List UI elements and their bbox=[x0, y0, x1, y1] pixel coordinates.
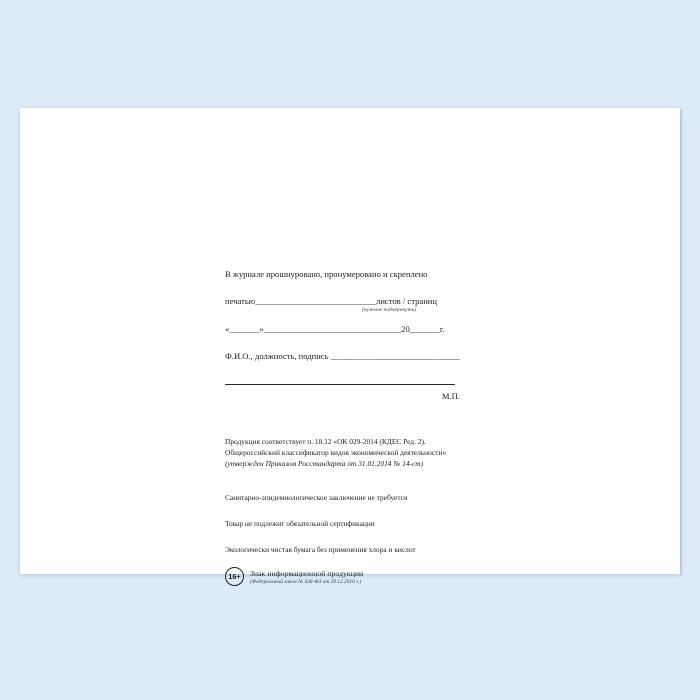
spacer bbox=[225, 503, 525, 518]
age-mark-law: (Федеральный закон № 436-ФЗ от 29.12.2010 г.) bbox=[250, 578, 362, 585]
age-mark-text-group bbox=[250, 569, 363, 585]
conformity-line-1: Продукция соответствует п. 18.12 «ОК 029-2014 (КДЕС Ред. 2). bbox=[225, 436, 426, 446]
certification-signature-line[interactable]: Ф.И.О., должность, подпись ______________________________ bbox=[225, 351, 460, 362]
spacer bbox=[225, 335, 525, 350]
spacer bbox=[225, 280, 525, 295]
conformity-line-2: Общероссийский классификатор видов экономической деятельности» bbox=[225, 447, 447, 457]
certification-note: Товар не подлежит обязательной сертификации bbox=[225, 519, 375, 529]
conformity-line-3: (утвержден Приказом Росстандарта от 31.01.2014 № 14-ст) bbox=[225, 459, 424, 469]
certification-block bbox=[225, 268, 525, 401]
age-mark-title: Знак информационной продукции bbox=[250, 569, 364, 579]
certification-sheets-fill[interactable]: _______________________________ bbox=[255, 296, 377, 307]
document-page bbox=[20, 108, 680, 585]
spacer bbox=[225, 313, 525, 323]
eco-paper-note: Экологически чистая бумага без применения хлора и кислот bbox=[225, 545, 416, 555]
certification-date-line[interactable]: «_______»________________________________20_______г. bbox=[225, 323, 445, 334]
age-rating-icon: 16+ bbox=[225, 567, 244, 586]
conformity-note bbox=[225, 436, 525, 469]
document-content bbox=[225, 268, 525, 586]
age-mark-block bbox=[225, 567, 525, 586]
certification-blank-rule[interactable] bbox=[225, 373, 455, 385]
spacer bbox=[225, 363, 525, 373]
stamp-mark: М.П. bbox=[441, 390, 460, 401]
certification-sheets-prefix: печатью bbox=[225, 296, 256, 307]
certification-sheets-note: (нужное подчеркнуть) bbox=[361, 306, 417, 313]
spacer bbox=[225, 482, 525, 492]
sanitary-note: Санитарно-эпидемиологическое заключение не требуется bbox=[225, 493, 408, 503]
certification-line-1: В журнале прошнуровано, пронумеровано и скреплено bbox=[225, 269, 428, 279]
spacer bbox=[225, 414, 525, 436]
certification-sheets-suffix: листов / страниц bbox=[376, 296, 437, 307]
spacer bbox=[225, 529, 525, 544]
